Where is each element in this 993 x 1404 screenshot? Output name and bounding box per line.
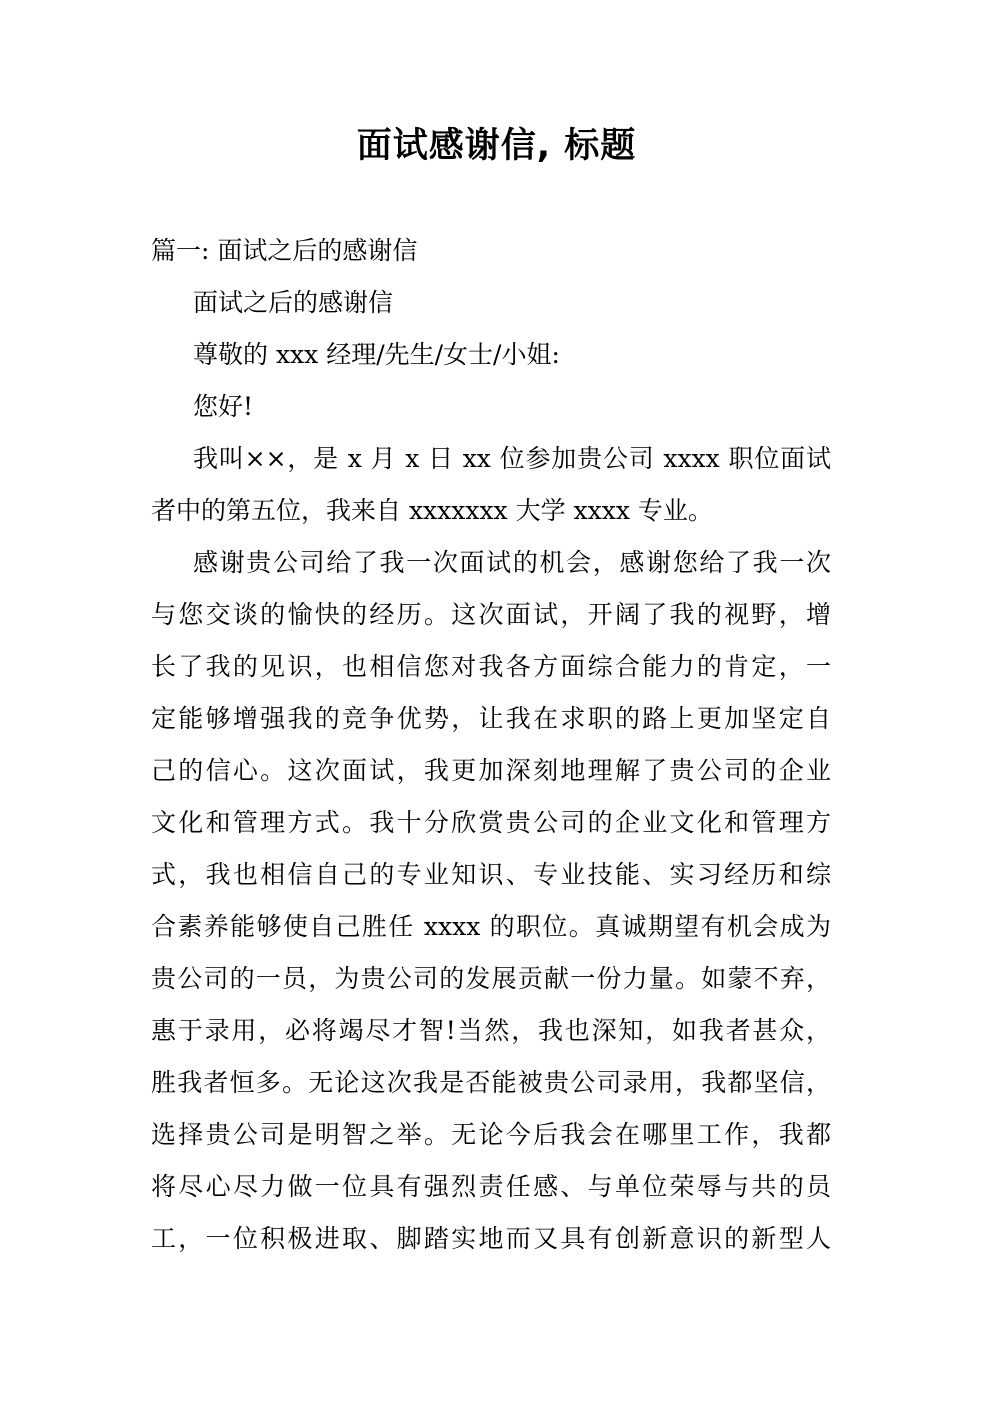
paragraph-line: 工，一位积极进取、脚踏实地而又具有创新意识的新型人 [151, 1224, 831, 1253]
document-title: 面试感谢信, 标题 [356, 126, 637, 166]
paragraph-line: 长了我的见识，也相信您对我各方面综合能力的肯定，一 [151, 652, 831, 681]
paragraph-line: 定能够增强我的竞争优势，让我在求职的路上更加坚定自 [151, 704, 831, 733]
letter-title: 面试之后的感谢信 [193, 288, 394, 317]
salutation: 尊敬的 xxx 经理/先生/女士/小姐: [193, 340, 560, 369]
paragraph-line: 胜我者恒多。无论这次我是否能被贵公司录用，我都坚信， [151, 1068, 831, 1097]
paragraph-line: 我叫××，是 x 月 x 日 xx 位参加贵公司 xxxx 职位面试 [193, 444, 831, 473]
paragraph-line: 式，我也相信自己的专业知识、专业技能、实习经历和综 [151, 860, 831, 889]
paragraph-line: 贵公司的一员，为贵公司的发展贡献一份力量。如蒙不弃， [151, 964, 831, 993]
paragraph-line: 选择贵公司是明智之举。无论今后我会在哪里工作，我都 [151, 1120, 831, 1149]
section-heading: 篇一: 面试之后的感谢信 [151, 236, 418, 265]
paragraph-line: 与您交谈的愉快的经历。这次面试，开阔了我的视野，增 [151, 600, 831, 629]
paragraph-line: 合素养能够使自己胜任 xxxx 的职位。真诚期望有机会成为 [151, 912, 831, 941]
paragraph-line: 文化和管理方式。我十分欣赏贵公司的企业文化和管理方 [151, 808, 831, 837]
paragraph-line: 将尽心尽力做一位具有强烈责任感、与单位荣辱与共的员 [151, 1172, 831, 1201]
paragraph-line: 者中的第五位，我来自 xxxxxxx 大学 xxxx 专业。 [151, 496, 713, 525]
paragraph-line: 惠于录用，必将竭尽才智!当然，我也深知，如我者甚众， [151, 1016, 831, 1045]
greeting: 您好! [193, 392, 254, 421]
paragraph-line: 己的信心。这次面试，我更加深刻地理解了贵公司的企业 [151, 756, 831, 785]
letter-body [151, 225, 831, 1265]
paragraph-line: 感谢贵公司给了我一次面试的机会，感谢您给了我一次 [193, 548, 831, 577]
